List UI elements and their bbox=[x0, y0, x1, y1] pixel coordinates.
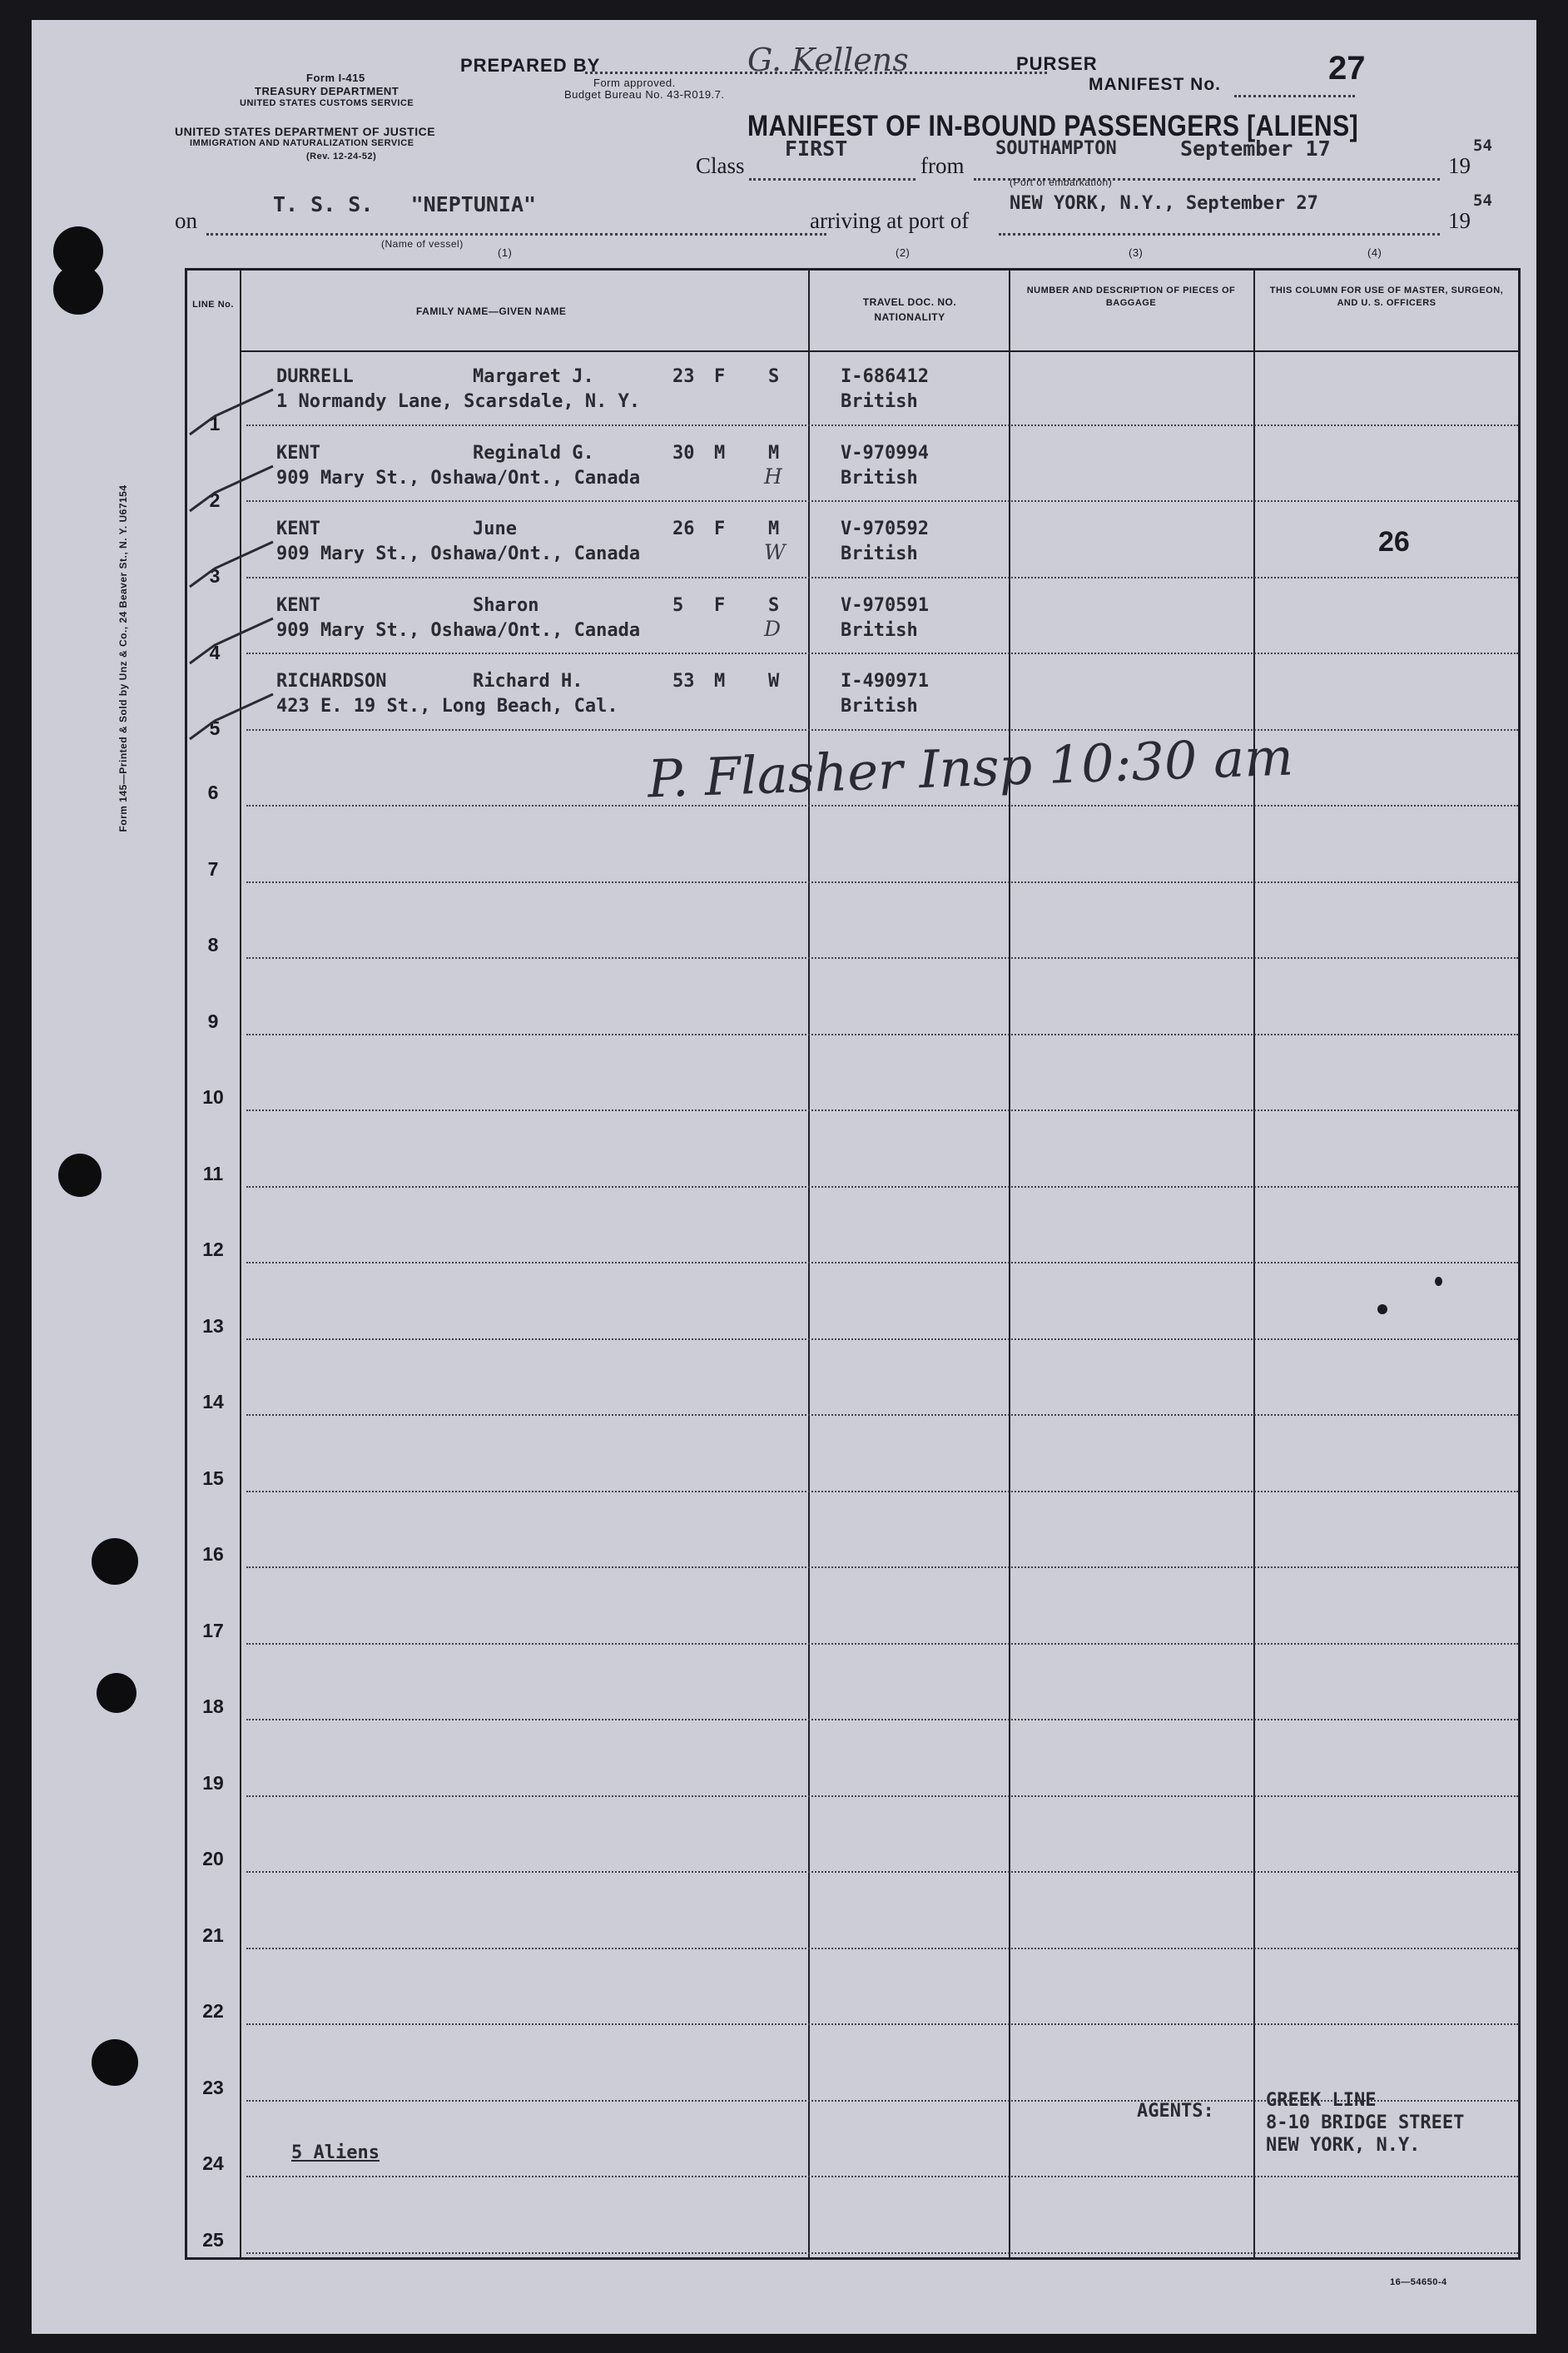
passenger-sex: F bbox=[714, 366, 726, 387]
passenger-family-name: RICHARDSON bbox=[276, 671, 387, 692]
line-number: 2 bbox=[209, 489, 221, 511]
row-rule bbox=[246, 2023, 1518, 2025]
passenger-marital-status: S bbox=[768, 366, 780, 387]
passenger-given-name: June bbox=[473, 519, 517, 539]
line-number: 7 bbox=[207, 857, 219, 880]
line-number: 5 bbox=[209, 717, 221, 739]
binder-hole bbox=[58, 1154, 102, 1197]
prepared-by-signature: G. Kellens bbox=[747, 42, 909, 78]
row-rule bbox=[246, 805, 1518, 807]
row-rule bbox=[246, 1566, 1518, 1568]
arriving-label: arriving at port of bbox=[810, 208, 970, 233]
arrival-year-prefix: 19 bbox=[1448, 208, 1471, 233]
passenger-address: 909 Mary St., Oshawa/Ont., Canada bbox=[276, 467, 641, 489]
row-rule bbox=[246, 881, 1518, 883]
col-header-line-no: LINE No. bbox=[192, 300, 234, 310]
passenger-address: 909 Mary St., Oshawa/Ont., Canada bbox=[276, 619, 641, 641]
passenger-sex: F bbox=[714, 519, 726, 539]
check-mark-icon bbox=[181, 383, 281, 441]
line-number: 1 bbox=[209, 413, 221, 434]
check-mark-icon bbox=[181, 535, 281, 593]
manifest-number: 27 bbox=[1328, 50, 1366, 87]
agents-line-1: GREEK LINE bbox=[1266, 2090, 1377, 2111]
row-rule bbox=[246, 1262, 1518, 1263]
row-rule bbox=[246, 500, 1518, 502]
passenger-age: 53 bbox=[672, 671, 695, 692]
vessel-caption: (Name of vessel) bbox=[381, 238, 464, 250]
check-mark-icon bbox=[181, 612, 281, 670]
line-number: 8 bbox=[207, 934, 219, 956]
line-number: 16 bbox=[202, 1543, 224, 1565]
line-number: 25 bbox=[202, 2228, 224, 2251]
passenger-marital-status: S bbox=[768, 594, 780, 616]
col-header-name: FAMILY NAME—GIVEN NAME bbox=[416, 305, 567, 317]
passenger-nationality: British bbox=[841, 619, 918, 641]
passenger-nationality: British bbox=[841, 544, 918, 564]
col-num-4: (4) bbox=[1367, 246, 1382, 259]
justice-dept: UNITED STATES DEPARTMENT OF JUSTICE bbox=[175, 125, 436, 138]
vessel-name: T. S. S. "NEPTUNIA" bbox=[273, 192, 537, 216]
row-rule bbox=[246, 424, 1518, 426]
agents-line-2: 8-10 BRIDGE STREET bbox=[1266, 2112, 1465, 2133]
passenger-sex: M bbox=[714, 671, 726, 692]
on-label: on bbox=[175, 208, 197, 233]
travel-doc-number: I-686412 bbox=[841, 366, 929, 387]
budget-bureau: Budget Bureau No. 43-R019.7. bbox=[564, 88, 725, 101]
passenger-marital-status: M bbox=[768, 442, 780, 464]
row-rule bbox=[246, 1186, 1518, 1188]
passenger-age: 30 bbox=[672, 442, 695, 464]
passenger-age: 5 bbox=[672, 594, 684, 616]
revision-date: (Rev. 12-24-52) bbox=[306, 151, 377, 161]
col-num-3: (3) bbox=[1129, 246, 1144, 259]
row-rule bbox=[246, 1109, 1518, 1111]
line-number: 22 bbox=[202, 2000, 224, 2022]
line-number: 18 bbox=[202, 1695, 224, 1717]
passenger-relation-mark: D bbox=[764, 616, 782, 641]
total-aliens: 5 Aliens bbox=[291, 2142, 380, 2163]
passenger-family-name: KENT bbox=[276, 594, 320, 616]
passenger-marital-status: M bbox=[768, 519, 780, 539]
col-header-travel-doc: TRAVEL DOC. NO. NATIONALITY bbox=[862, 296, 957, 323]
arrival-value: NEW YORK, N.Y., September 27 bbox=[1010, 193, 1318, 214]
col-header-officers: THIS COLUMN FOR USE OF MASTER, SURGEON, AND U. S. OFFICERS bbox=[1269, 285, 1504, 308]
customs-service: UNITED STATES CUSTOMS SERVICE bbox=[240, 98, 414, 108]
check-mark-icon bbox=[181, 688, 281, 746]
row-rule bbox=[246, 1871, 1518, 1873]
passenger-sex: M bbox=[714, 442, 726, 464]
row-rule bbox=[246, 1491, 1518, 1492]
form-number: Form I-415 bbox=[306, 72, 365, 84]
row-rule bbox=[246, 1414, 1518, 1416]
officer-note: 26 bbox=[1378, 526, 1410, 558]
binder-hole bbox=[53, 265, 103, 315]
footer-code: 16—54650-4 bbox=[1390, 2277, 1447, 2287]
passenger-relation-mark: H bbox=[764, 464, 782, 489]
travel-doc-number: V-970994 bbox=[841, 442, 929, 464]
binder-hole bbox=[92, 1538, 138, 1585]
prepared-by-label: PREPARED BY bbox=[460, 55, 601, 76]
passenger-given-name: Sharon bbox=[473, 594, 539, 616]
line-number: 6 bbox=[207, 782, 219, 803]
row-rule bbox=[246, 2176, 1518, 2177]
row-rule bbox=[246, 729, 1518, 731]
col-header-baggage: NUMBER AND DESCRIPTION OF PIECES OF BAGGAGE bbox=[1026, 285, 1236, 308]
row-rule bbox=[246, 1795, 1518, 1797]
from-label: from bbox=[920, 153, 965, 178]
passenger-sex: F bbox=[714, 594, 726, 616]
row-rule bbox=[246, 2252, 1518, 2254]
binder-hole bbox=[97, 1673, 136, 1713]
year-prefix: 19 bbox=[1448, 153, 1471, 178]
row-rule bbox=[246, 1643, 1518, 1645]
travel-doc-number: V-970592 bbox=[841, 519, 929, 539]
passenger-nationality: British bbox=[841, 696, 918, 717]
line-number: 15 bbox=[202, 1467, 224, 1489]
passenger-given-name: Margaret J. bbox=[473, 366, 594, 387]
purser-label: PURSER bbox=[1016, 53, 1098, 74]
manifest-sheet bbox=[32, 20, 1536, 2334]
passenger-address: 909 Mary St., Oshawa/Ont., Canada bbox=[276, 544, 641, 564]
from-date: September 17 bbox=[1180, 137, 1331, 161]
agents-label: AGENTS: bbox=[1137, 2101, 1214, 2122]
agents-line-3: NEW YORK, N.Y. bbox=[1266, 2135, 1421, 2156]
check-mark-icon bbox=[181, 459, 281, 518]
passenger-family-name: KENT bbox=[276, 519, 320, 539]
passenger-age: 26 bbox=[672, 519, 695, 539]
line-number: 14 bbox=[202, 1391, 224, 1412]
row-rule bbox=[246, 1338, 1518, 1340]
line-number: 19 bbox=[202, 1771, 224, 1794]
line-number: 23 bbox=[202, 2076, 224, 2098]
col-num-1: (1) bbox=[498, 246, 513, 259]
passenger-given-name: Reginald G. bbox=[473, 442, 594, 464]
line-number: 24 bbox=[202, 2152, 224, 2174]
manifest-title: MANIFEST OF IN-BOUND PASSENGERS [ALIENS] bbox=[747, 110, 1359, 142]
line-number: 11 bbox=[202, 1162, 224, 1184]
line-number: 13 bbox=[202, 1314, 224, 1337]
passenger-family-name: DURRELL bbox=[276, 366, 354, 387]
passenger-nationality: British bbox=[841, 391, 918, 412]
class-label: Class bbox=[696, 153, 745, 178]
travel-doc-number: I-490971 bbox=[841, 671, 929, 692]
row-rule bbox=[246, 1719, 1518, 1720]
ins-service: IMMIGRATION AND NATURALIZATION SERVICE bbox=[190, 138, 414, 148]
passenger-address: 423 E. 19 St., Long Beach, Cal. bbox=[276, 696, 618, 717]
row-rule bbox=[246, 577, 1518, 578]
passenger-relation-mark: W bbox=[764, 540, 786, 564]
line-number: 9 bbox=[207, 1010, 219, 1032]
row-rule bbox=[246, 1034, 1518, 1035]
treasury-dept: TREASURY DEPARTMENT bbox=[255, 85, 399, 97]
passenger-address: 1 Normandy Lane, Scarsdale, N. Y. bbox=[276, 391, 641, 412]
row-rule bbox=[246, 653, 1518, 654]
passenger-age: 23 bbox=[672, 366, 695, 387]
passenger-marital-status: W bbox=[768, 671, 780, 692]
line-number: 12 bbox=[202, 1239, 224, 1260]
passenger-nationality: British bbox=[841, 467, 918, 489]
passenger-given-name: Richard H. bbox=[473, 671, 583, 692]
form-approved: Form approved. bbox=[593, 77, 676, 89]
passenger-family-name: KENT bbox=[276, 442, 320, 464]
arrival-year-suffix: 54 bbox=[1473, 191, 1492, 210]
col-num-2: (2) bbox=[896, 246, 911, 259]
manifest-no-label: MANIFEST No. bbox=[1089, 75, 1221, 94]
line-number: 10 bbox=[202, 1086, 224, 1108]
inspector-signature: P. Flasher Insp 10:30 am bbox=[646, 726, 1294, 810]
from-value: SOUTHAMPTON bbox=[995, 138, 1117, 159]
side-imprint: Form 145—Printed & Sold by Unz & Co., 24 Beaver St., N. Y. U67154 bbox=[117, 484, 129, 832]
row-rule bbox=[246, 1948, 1518, 1949]
line-number: 17 bbox=[202, 1619, 224, 1641]
port-embarkation-caption: (Port of embarkation) bbox=[1010, 176, 1113, 188]
line-number: 21 bbox=[202, 1924, 224, 1946]
line-number: 4 bbox=[209, 641, 221, 663]
row-rule bbox=[246, 957, 1518, 959]
travel-doc-number: V-970591 bbox=[841, 594, 929, 616]
binder-hole bbox=[92, 2039, 138, 2086]
line-number: 20 bbox=[202, 1848, 224, 1869]
class-value: FIRST bbox=[785, 137, 848, 161]
year-suffix: 54 bbox=[1473, 137, 1492, 155]
line-number: 3 bbox=[209, 565, 221, 587]
